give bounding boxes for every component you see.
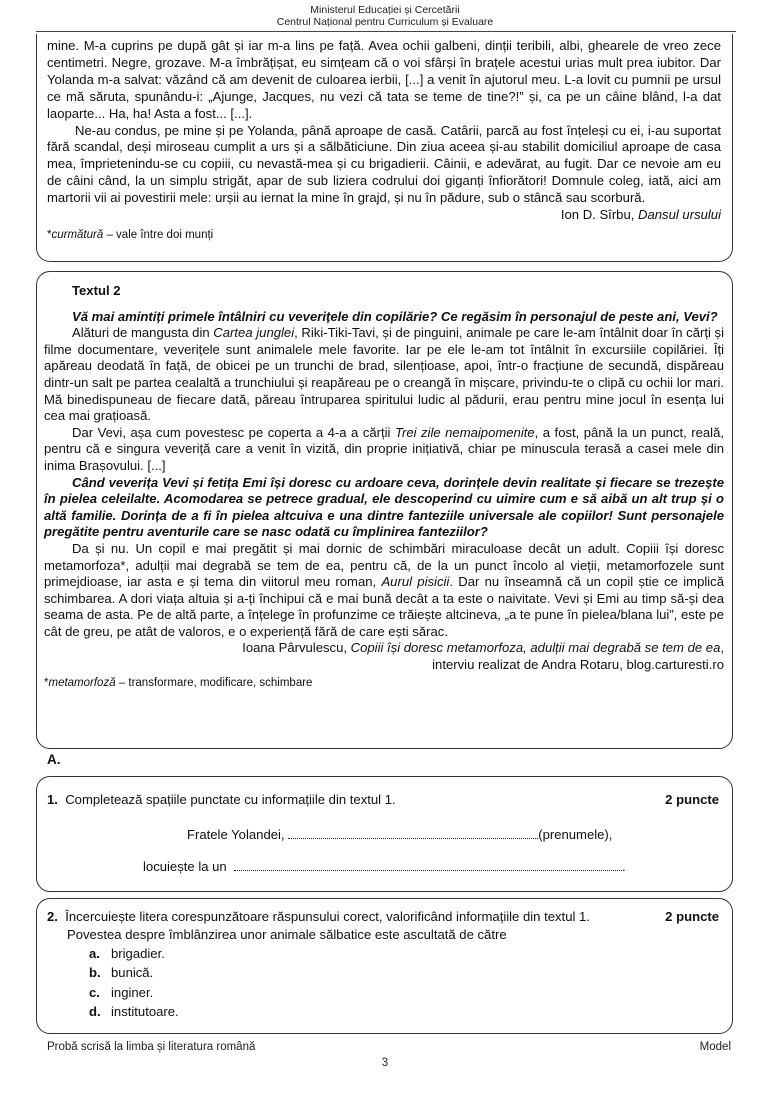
text2-paragraph: Da și nu. Un copil e mai pregătit și mai dornic de schimbări miraculoase decât un adult. Copiii își doresc metamorfoza*, adulții mai degrabă se tem de ea, pentru că, de la un punct încolo al vieții, metamorfozele sunt primejdioase, iar asta e și tema din viitorul meu roman, Aurul pisicii. Dar nu înseamnă că un copil știe ce implică schimbarea. A dori viața altuia și a-ți închipui că e mai bună decât a ta este o naivitate. Vevi și Emi au timp să-și dea seama de asta. Pe de altă parte, a înțelege în profunzime ce trăiește altcineva, „a te pune în pielea/blana lui”, este pe cât de greu, pe atât de valoros, e o experiență fără de care ești sărac. bbox=[44, 540, 725, 639]
text2-title: Textul 2 bbox=[72, 283, 121, 298]
fill-row-2: locuiește la un . bbox=[143, 859, 626, 874]
text1-paragraph: Ne-au condus, pe mine și pe Yolanda, până aproape de casă. Catârii, parcă au fost înțeleși cu ei, i-au suportat fără scandal, deși miroseau cumplit a urs și a sălbăticiune. Din ziua aceea și-au stabilit domiciliul aproape de casa mea, împrietenindu-se cu copiii, cu nevastă-mea și cu brigadierii. Câinii, e adevărat, au fugit. Dar ce nevoie am eu de câini când, la un simplu strigăt, apar de sub liziera codrului doi giganți înfiorători! Domnule coleg, iată, aici am martorii vii ai povestirii mele: urșii au iernat la mine în grajd, și nu în pădure, sub o stâncă sau scorbură. bbox=[47, 122, 721, 206]
center-name: Centrul Național pentru Curriculum și Evaluare bbox=[276, 16, 494, 28]
text2-source: Ioana Pârvulescu, Copiii își doresc metamorfoza, adulții mai degrabă se tem de ea, bbox=[242, 640, 724, 656]
option-b[interactable]: b. bunică. bbox=[89, 965, 154, 980]
footer-exam-name: Probă scrisă la limba și literatura română bbox=[47, 1041, 256, 1053]
text2-box bbox=[36, 271, 733, 749]
text2-paragraph: Dar Vevi, așa cum povestesc pe coperta a 4-a a cărții Trei zile nemaipomenite, a fost, până la un punct, reală, pentru că e singura veveriță care a venit în vizită, din proprie inițiativă, chiar pe minuscula terasă a casei mele din inima Brașovului. [...] bbox=[44, 424, 725, 473]
question-number: 1. bbox=[47, 792, 58, 807]
text2-footnote: *metamorfoză – transformare, modificare, schimbare bbox=[44, 676, 313, 689]
question-2-box bbox=[36, 898, 733, 1034]
question-2-prompt: 2. Încercuiește litera corespunzătoare răspunsului corect, valorificând informațiile din textul 1. 2 puncte bbox=[47, 909, 719, 924]
text2-work-title: Copiii își doresc metamorfoza, adulții mai degrabă se tem de ea bbox=[350, 640, 721, 656]
option-a[interactable]: a. brigadier. bbox=[89, 946, 165, 961]
text2-source-detail: interviu realizat de Andra Rotaru, blog.carturesti.ro bbox=[432, 657, 724, 673]
question-number: 2. bbox=[47, 909, 58, 924]
page-number: 3 bbox=[381, 1057, 389, 1069]
interview-question: Vă mai amintiți primele întâlniri cu veverițele din copilărie? Ce regăsim în personajul de peste ani, Vevi? bbox=[72, 308, 718, 324]
page-header bbox=[0, 4, 770, 28]
answer-blank-firstname[interactable] bbox=[288, 828, 538, 839]
answer-blank-place[interactable] bbox=[234, 860, 622, 871]
interview-question: Când veverița Vevi și fetița Emi își doresc cu ardoare ceva, dorințele devin realitate și fiecare se trezește în pielea celeilalte. Acomodarea se petrece gradual, ele descoperind cu uimire cum e să aibă un alt trup și o altă familie. Dorința de a fi în pielea altcuiva e una dintre fanteziile universale ale copiilor! Sunt personajele pregătite pentru aventurile care se nasc odată cu împlinirea fanteziilor? bbox=[44, 474, 724, 540]
text2-paragraph: Alături de mangusta din Cartea junglei, Riki-Tiki-Tavi, și de pinguini, animale pe care le-am întâlnit doar în cărți și filme documentare, veverițele sunt animalele mele favorite. Iar pe ele le-am tot întâlnit în excursiile copilăriei. Îți apăreau deodată în față, de obicei pe un trunchi de brad, silențioase, apoi, într-o fracțiune de secundă, dispăreau dintr-un salt pe partea cealaltă a trunchiului și reapăreau pe o creangă în mișcare, privindu-te o clipă cu ochii lor mari. Mă binedispuneau de fiecare dată, păreau întruparea spiritului ludic al pădurii, erau pentru mine jocul în esența lui cea mai grațioasă. bbox=[44, 325, 725, 424]
option-d[interactable]: d. institutoare. bbox=[89, 1004, 179, 1019]
footer-model: Model bbox=[699, 1041, 731, 1053]
header-rule bbox=[36, 31, 736, 32]
option-c[interactable]: c. inginer. bbox=[89, 985, 154, 1000]
fill-row-1: Fratele Yolandei, (prenumele), bbox=[187, 827, 613, 842]
question-1-prompt: 1. Completează spațiile punctate cu informațiile din textul 1. 2 puncte bbox=[47, 792, 719, 807]
question-points: 2 puncte bbox=[665, 909, 719, 924]
question-points: 2 puncte bbox=[665, 792, 719, 807]
question-2-stem: Povestea despre îmblânzirea unor animale sălbatice este ascultată de către bbox=[67, 927, 507, 942]
section-label: A. bbox=[47, 752, 61, 767]
text1-work-title: Dansul ursului bbox=[638, 207, 721, 223]
text1-footnote: *curmătură – vale între doi munți bbox=[47, 228, 214, 241]
ministry-name: Ministerul Educației și Cercetării bbox=[310, 4, 460, 16]
text1-paragraph: mine. M-a cuprins pe după gât și iar m-a lins pe față. Avea ochii galbeni, dinții teribili, albi, ghearele de vreo zece centimetri. Negre, grozave. M-a îmbrățișat, eu simțeam că o voi sfârși în brațele acestui urias mult prea iubitor. Dar Yolanda m-a salvat: văzând că am devenit de culoarea ierbii, [...] a venit în ajutorul meu. L-a lovit cu pumnii pe ursul ce mă săruta, spunându-i: „Ajunge, Jacques, nu vezi că tata se teme de tine?!” și, ca pe un câine blând, l-a dat laoparte... Ha, ha! Asta a fost... [...]. bbox=[47, 38, 721, 121]
text1-source: Ion D. Sîrbu, Dansul ursului bbox=[560, 207, 721, 223]
question-1-box bbox=[36, 776, 733, 892]
text1-box bbox=[36, 34, 733, 262]
